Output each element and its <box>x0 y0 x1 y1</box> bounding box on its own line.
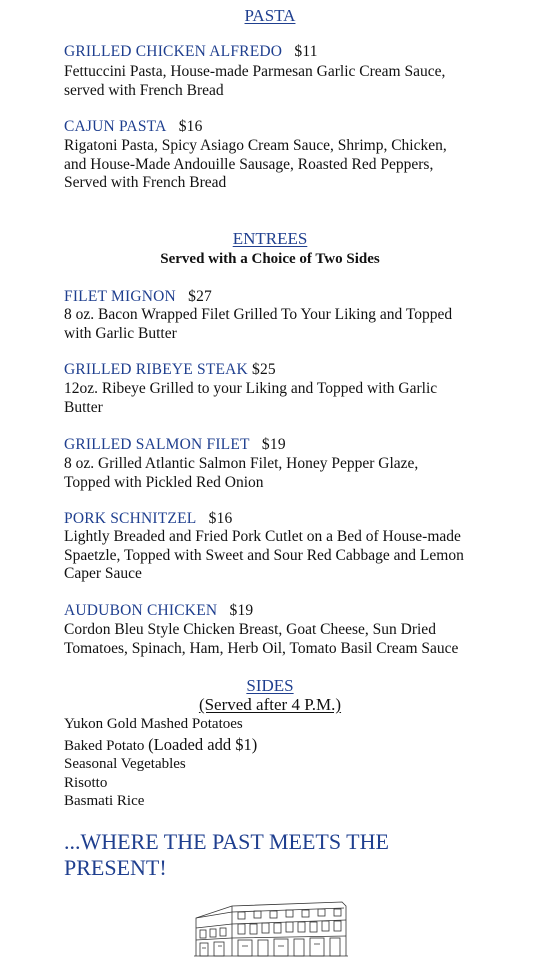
description-line: Butter <box>64 398 103 416</box>
item-price: $19 <box>261 436 286 453</box>
item-name-text: GRILLED SALMON FILET <box>64 436 250 453</box>
item-name-text: PORK SCHNITZEL <box>64 510 197 527</box>
menu-item-description <box>64 621 458 658</box>
description-line: 12oz. Ribeye Grilled to your Liking and Topped with Garlic <box>64 380 438 397</box>
description-line: Rigatoni Pasta, Spicy Asiago Cream Sauce, Shrimp, Chicken, <box>64 137 447 154</box>
side-item-extra: (Loaded add $1) <box>148 735 258 754</box>
menu-item-description <box>64 380 437 417</box>
sides-section-title: SIDES <box>246 676 294 695</box>
menu-item-grilled-ribeye-steak-name <box>64 361 276 379</box>
description-line: Spaetzle, Topped with Sweet and Sour Red Cabbage and Lemon <box>64 546 464 564</box>
side-item-text: Baked Potato <box>64 738 145 754</box>
description-line: Caper Sauce <box>64 565 142 583</box>
tagline-line: PRESENT! <box>64 855 167 880</box>
entrees-section-title: ENTREES <box>232 229 308 248</box>
entrees-subtitle: Served with a Choice of Two Sides <box>160 251 380 267</box>
menu-item-grilled-salmon-filet-name <box>64 436 286 454</box>
description-line: Fettuccini Pasta, House-made Parmesan Garlic Cream Sauce, <box>64 63 446 80</box>
description-line: Lightly Breaded and Fried Pork Cutlet on a Bed of House-made <box>64 528 461 545</box>
tagline <box>64 829 389 881</box>
description-line: Served with French Bread <box>64 174 227 192</box>
description-line: Tomatoes, Spinach, Ham, Herb Oil, Tomato Basil Cream Sauce <box>64 639 459 657</box>
menu-item-description <box>64 306 452 343</box>
item-name-text: AUDUBON CHICKEN <box>64 602 218 619</box>
item-price: $19 <box>229 602 254 619</box>
description-line: and House-Made Andouille Sausage, Roasted Red Peppers, <box>64 155 434 173</box>
item-price: $16 <box>208 510 233 527</box>
menu-item-description <box>64 528 464 584</box>
building-sketch-illustration <box>192 896 350 960</box>
menu-item-grilled-chicken-alfredo-name <box>64 43 318 61</box>
item-name-text: FILET MIGNON <box>64 288 176 305</box>
description-line: served with French Bread <box>64 81 224 99</box>
item-price: $16 <box>178 118 203 135</box>
item-name-text: GRILLED CHICKEN ALFREDO <box>64 43 283 60</box>
description-line: 8 oz. Grilled Atlantic Salmon Filet, Honey Pepper Glaze, <box>64 455 419 472</box>
description-line: 8 oz. Bacon Wrapped Filet Grilled To Your Liking and Topped <box>64 306 453 323</box>
side-item: Seasonal Vegetables <box>64 756 186 772</box>
menu-item-filet-mignon-name <box>64 288 212 306</box>
menu-item-audubon-chicken-name <box>64 602 253 620</box>
side-item-baked-potato <box>64 735 257 755</box>
item-price: $27 <box>188 288 212 305</box>
description-line: Cordon Bleu Style Chicken Breast, Goat Cheese, Sun Dried <box>64 621 436 638</box>
menu-item-cajun-pasta-name <box>64 118 203 136</box>
description-line: with Garlic Butter <box>64 324 177 342</box>
description-line: Topped with Pickled Red Onion <box>64 473 264 491</box>
side-item: Basmati Rice <box>64 793 145 809</box>
pasta-section-title: PASTA <box>244 6 296 25</box>
menu-item-description <box>64 455 418 492</box>
item-price: $11 <box>294 43 318 60</box>
menu-item-description <box>64 63 445 100</box>
side-item: Risotto <box>64 775 108 791</box>
item-price: $25 <box>252 361 276 378</box>
tagline-line: ...WHERE THE PAST MEETS THE <box>64 829 389 854</box>
menu-item-description <box>64 137 447 193</box>
side-item: Yukon Gold Mashed Potatoes <box>64 716 243 732</box>
sides-note: (Served after 4 P.M.) <box>198 695 342 714</box>
item-name-text: CAJUN PASTA <box>64 118 167 135</box>
menu-item-pork-schnitzel-name <box>64 510 233 528</box>
item-name-text: GRILLED RIBEYE STEAK <box>64 361 248 378</box>
